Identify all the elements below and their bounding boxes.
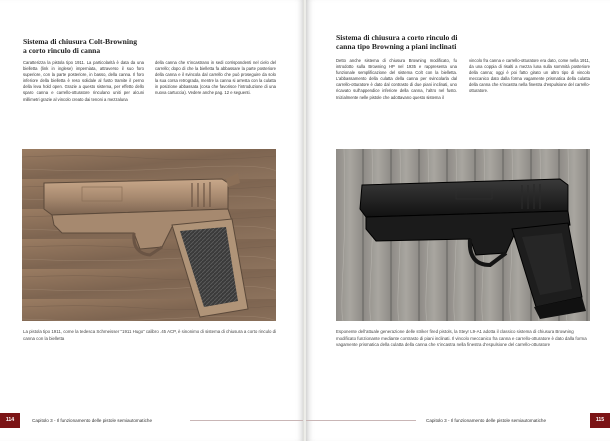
- left-footer-rule: [190, 420, 304, 421]
- pistol-1911-illustration: [22, 149, 276, 321]
- left-column-1: Caratterizza la pistola tipo 1911. La particolarità è data da una bielletta (link in inglese) imperniata, attraverso il suo foro superiore, con la parte posteriore, in basso, della canna. Il foro inferiore della bielletta è reso solidale al fusto tramite il perno della leva hold open. Grazie a questo sistema, per effetto dello sparo canna e carrello-otturatore rinculano uniti per alcuni millimetri grazie al vincolo creato dai tenoni a mezzaluna: [23, 60, 144, 102]
- colt-1911-photo: [22, 149, 276, 321]
- right-column-2: vincolo fra canna e carrello-otturatore era dato, come nella 1911, da una coppia di risalti a mezza luna sulla sommità posteriore della canna; oggi è poi fatto girato un altro tipo di vincolo meccanico dato dalla forma vagamente prismatica della culatta della canna che s’incastra nella finestra d’espulsione del carrello-otturatore.: [469, 58, 590, 94]
- left-page-number: 114: [0, 413, 20, 428]
- right-chapter-title: Capitolo 3 - Il funzionamento delle pistole semiautomatiche: [426, 418, 547, 423]
- left-page: [0, 0, 304, 441]
- right-footer: [306, 413, 610, 428]
- left-heading: Sistema di chiusura Colt-Browning a corto rinculo di canna: [23, 37, 137, 55]
- right-page: [306, 0, 610, 441]
- right-column-1: Detto anche sistema di chiusura Browning modificato, fu introdotto sulla Browning HP nel 1935 e rappresenta una funzionale semplificazione del sistema Colt con la bielletta. L’abbassamento della culatta della canna per svincolarla dal carrello-otturatore è dato dal contrasto di due piani inclinati, uno ricavato sull’appendice inferiore della canna, l’altro nel fusto. Inizialmente nelle pistole che adottavano questo sistema il: [336, 58, 457, 100]
- pistol-steyr-illustration: [336, 149, 590, 321]
- right-caption: Esponente dell’attuale generazione delle striker fired pistols, la Steyr L9-A1 adotta il classico sistema di chiusura Browning modificato funzionante mediante contrasto di piani inclinati. Il vincolo meccanico fra canna e carrello-otturatore è dato dalla forma vagamente prismatica della culatta della canna che s’incastra nella finestra d’espulsione del carrello-otturatore: [336, 329, 587, 348]
- right-footer-rule: [306, 420, 416, 421]
- left-chapter-title: Capitolo 3 - Il funzionamento delle pistole semiautomatiche: [32, 418, 153, 423]
- right-page-number: 115: [590, 413, 610, 428]
- left-footer: [0, 413, 304, 428]
- left-column-2: della canna che s’incastrano in sedi corrispondenti nel cielo del carrello; dopo di che la bielletta fa abbassare la parte posteriore della canna e il svincola dal carrello che può proseguire da solo la sua corsa retrograda, mentre la canna si arresta con la culatta in posizione abbassata (cosa che favorisce l’introduzione di una nuova cartuccia). Vedere anche pag. 12 e seguenti.: [155, 60, 276, 96]
- steyr-l9a1-photo: [336, 149, 590, 321]
- left-caption: La pistola tipo 1911, come la tedesca Schmeisser “1911 Hugo” calibro .45 ACP, è sinonimo di sistema di chiusura a corto rinculo di canna con la bielletta: [23, 329, 277, 341]
- right-heading: Sistema di chiusura a corto rinculo di canna tipo Browning a piani inclinati: [336, 33, 458, 51]
